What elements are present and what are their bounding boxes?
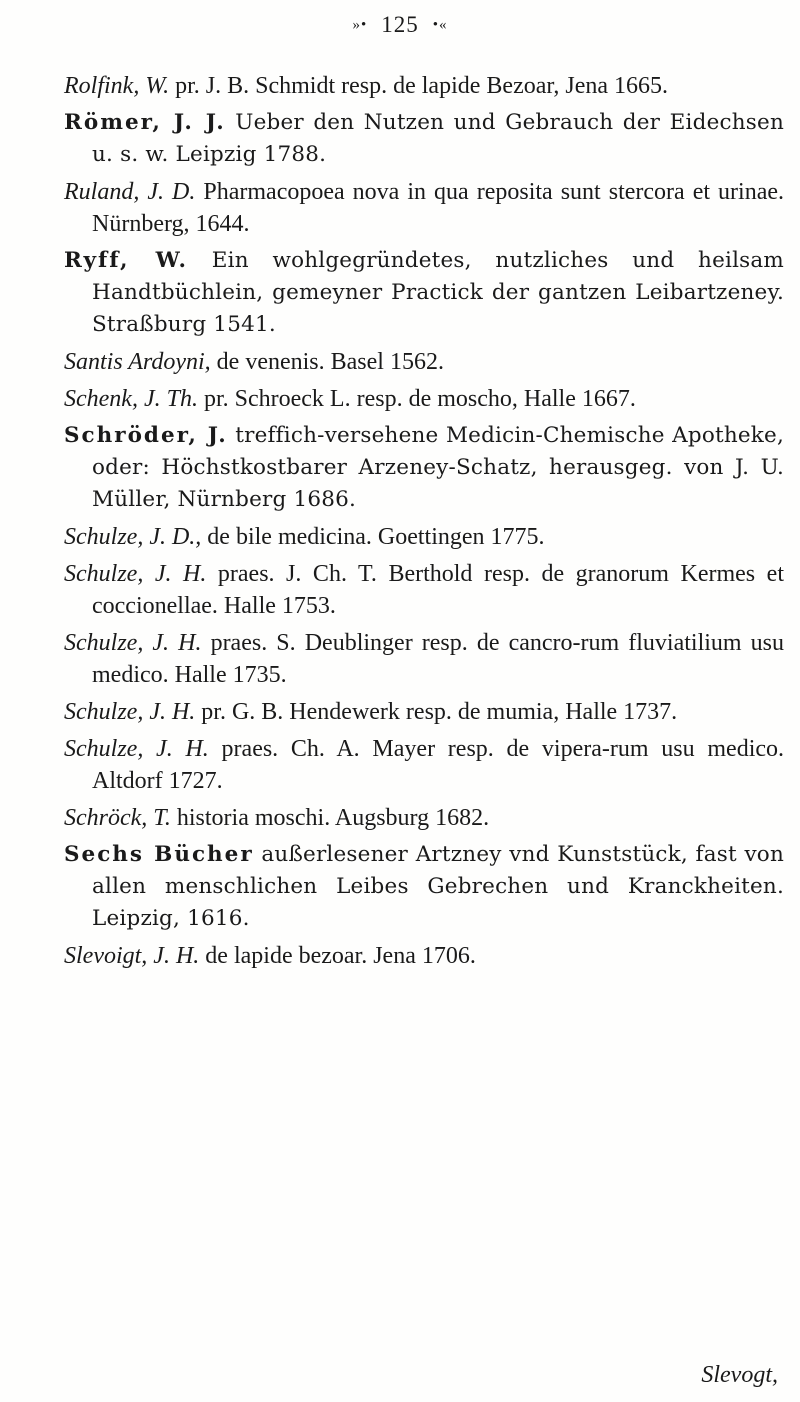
bibliography-entry (64, 420, 784, 516)
bibliography-entry (64, 245, 784, 341)
entry-author: Schröder, J. (64, 423, 228, 448)
left-ornament: »• (352, 17, 368, 33)
page-number: 125 (381, 12, 419, 37)
bibliography-entry (64, 521, 784, 553)
entry-author: Ruland, J. D. (64, 179, 196, 205)
entry-text: praes. S. Deublinger resp. de cancro-rum fluviatilium usu medico. Halle 1735. (92, 630, 785, 688)
bibliography-entry (64, 802, 784, 834)
bibliography-entry (64, 839, 784, 935)
bibliography-entry (64, 696, 784, 728)
entry-text: de lapide bezoar. Jena 1706. (205, 943, 476, 969)
entry-text: pr. Schroeck L. resp. de moscho, Halle 1667. (203, 386, 636, 412)
bibliography-entry (64, 70, 784, 102)
catchword: Slevogt, (701, 1362, 778, 1388)
entry-author: Slevoigt, J. H. (64, 943, 200, 969)
entry-text: außerlesener Artzney vnd Kunststück, fast von allen menschlichen Leibes Gebrechen und Kranckheiten. Leipzig, 1616. (92, 842, 784, 931)
entry-text: Ein wohlgegründetes, nutzliches und heilsam Handtbüchlein, gemeyner Practick der gantzen Leibartzeney. Straßburg 1541. (92, 248, 784, 337)
bibliography-entry (64, 383, 784, 415)
entry-text: pr. J. B. Schmidt resp. de lapide Bezoar, Jena 1665. (175, 73, 669, 99)
entry-author: Schulze, J. H. (64, 561, 207, 587)
entry-text: de bile medicina. Goettingen 1775. (207, 524, 545, 550)
entry-author: Schulze, J. D., (64, 524, 202, 550)
entry-author: Schulze, J. H. (64, 630, 202, 656)
bibliography-entry (64, 627, 784, 691)
entry-author: Schröck, T. (64, 805, 171, 831)
bibliography-entry (64, 558, 784, 622)
right-ornament: •« (432, 17, 448, 33)
bibliography-list (64, 70, 784, 977)
entry-author: Rolfink, W. (64, 73, 170, 99)
entry-author: Schenk, J. Th. (64, 386, 198, 412)
entry-text: historia moschi. Augsburg 1682. (176, 805, 490, 831)
bibliography-entry (64, 346, 784, 378)
entry-author: Römer, J. J. (64, 110, 226, 135)
entry-author: Sechs Bücher (64, 842, 254, 867)
bibliography-entry (64, 176, 784, 240)
bibliography-entry (64, 733, 784, 797)
entry-text: praes. Ch. A. Mayer resp. de vipera-rum usu medico. Altdorf 1727. (92, 736, 785, 794)
entry-text: Ueber den Nutzen und Gebrauch der Eidechsen u. s. w. Leipzig 1788. (92, 110, 784, 167)
entry-text: de venenis. Basel 1562. (216, 349, 444, 375)
entry-text: treffich-versehene Medicin-Chemische Apotheke, oder: Höchstkostbarer Arzeney-Schatz, herausgeg. von J. U. Müller, Nürnberg 1686. (92, 423, 784, 512)
page-header (0, 12, 800, 38)
bibliography-entry (64, 107, 784, 171)
entry-text: praes. J. Ch. T. Berthold resp. de granorum Kermes et coccionellae. Halle 1753. (92, 561, 784, 619)
entry-author: Santis Ardoyni, (64, 349, 211, 375)
entry-text: pr. G. B. Hendewerk resp. de mumia, Halle 1737. (201, 699, 678, 725)
bibliography-entry (64, 940, 784, 972)
entry-author: Schulze, J. H. (64, 699, 196, 725)
entry-author: Ryff, W. (64, 248, 188, 273)
entry-text: Pharmacopoea nova in qua reposita sunt stercora et urinae. Nürnberg, 1644. (92, 179, 785, 237)
entry-author: Schulze, J. H. (64, 736, 209, 762)
